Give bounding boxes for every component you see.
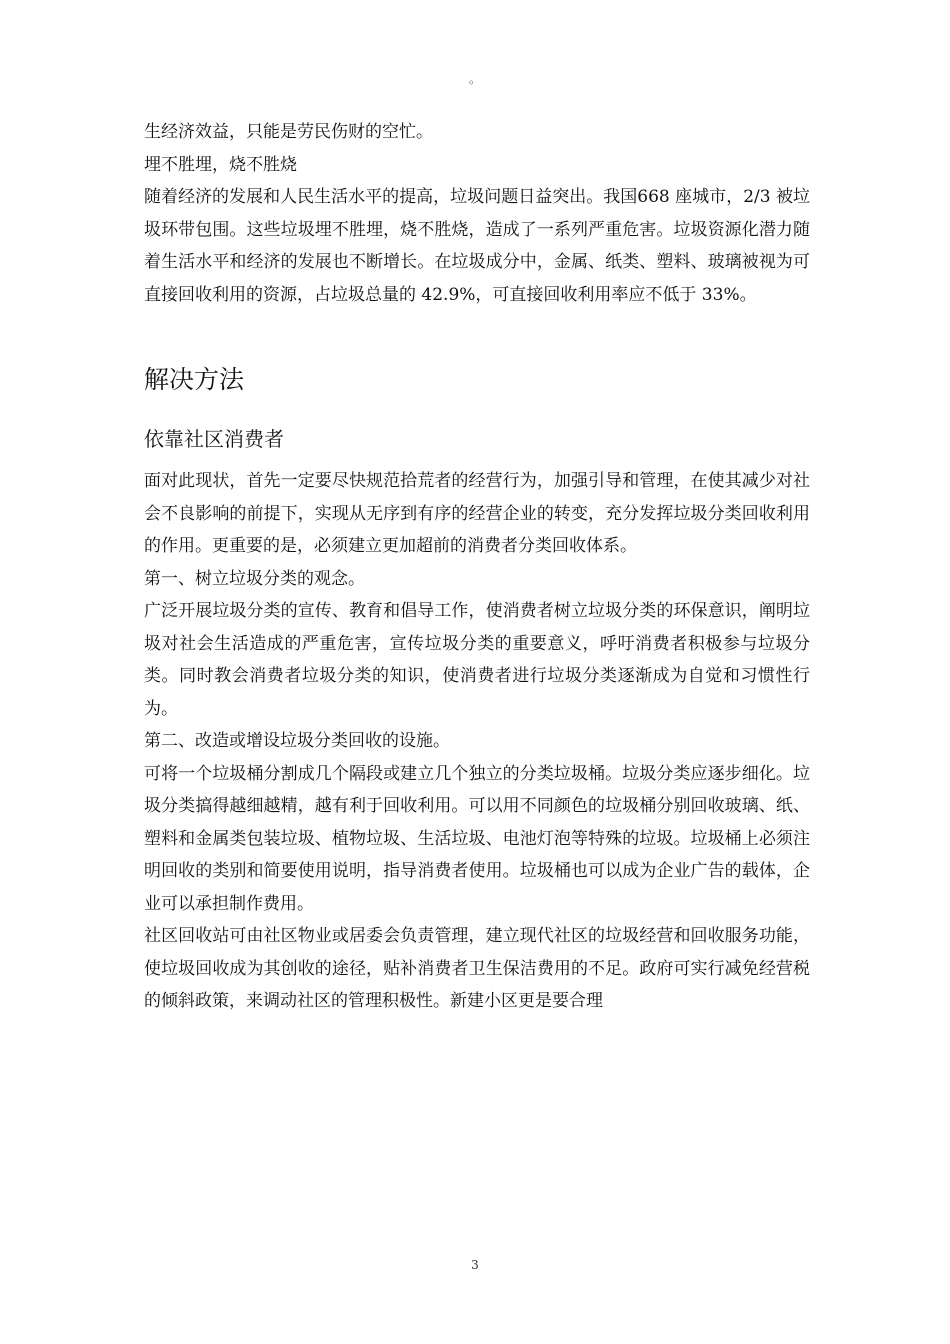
paragraph: 广泛开展垃圾分类的宣传、教育和倡导工作，使消费者树立垃圾分类的环保意识，阐明垃圾对社会生活造成的严重危害，宣传垃圾分类的重要意义，呼吁消费者积极参与垃圾分类。同时教会消费者垃圾分类的知识，使消费者进行垃圾分类逐渐成为自觉和习惯性行为。: [144, 601, 810, 719]
subsection-heading: 依靠社区消费者: [144, 427, 284, 451]
paragraph: 社区回收站可由社区物业或居委会负责管理，建立现代社区的垃圾经营和回收服务功能，使垃圾回收成为其创收的途径，贴补消费者卫生保洁费用的不足。政府可实行减免经营税的倾斜政策，来调动社区的管理积极性。新建小区更是要合理: [144, 926, 810, 1011]
header-mark: 。: [468, 72, 481, 86]
document-body: [144, 116, 810, 1018]
page-number: 3: [471, 1258, 479, 1272]
paragraph: 可将一个垃圾桶分割成几个隔段或建立几个独立的分类垃圾桶。垃圾分类应逐步细化。垃圾分类搞得越细越精，越有利于回收利用。可以用不同颜色的垃圾桶分别回收玻璃、纸、塑料和金属类包装垃圾、植物垃圾、生活垃圾、电池灯泡等特殊的垃圾。垃圾桶上必须注明回收的类别和简要使用说明，指导消费者使用。垃圾桶也可以成为企业广告的载体，企业可以承担制作费用。: [144, 763, 810, 914]
section-subheading-text: 埋不胜埋，烧不胜烧: [144, 154, 297, 175]
paragraph: 随着经济的发展和人民生活水平的提高，垃圾问题日益突出。我国668 座城市，2/3 被垃圾环带包围。这些垃圾埋不胜埋，烧不胜烧，造成了一系列严重危害。垃圾资源化潜力随着生活水平和经济的发展也不断增长。在垃圾成分中，金属、纸类、塑料、玻璃被视为可直接回收利用的资源，占垃圾总量的 42.9%，可直接回收利用率应不低于 33%。: [144, 187, 810, 305]
paragraph: 生经济效益，只能是劳民伤财的空忙。: [144, 122, 433, 142]
section-heading: 解决方法: [144, 365, 245, 394]
point-heading: 第二、改造或增设垃圾分类回收的设施。: [144, 731, 450, 751]
paragraph: 面对此现状，首先一定要尽快规范拾荒者的经营行为，加强引导和管理，在使其减少对社会不良影响的前提下，实现从无序到有序的经营企业的转变，充分发挥垃圾分类回收利用的作用。更重要的是，必须建立更加超前的消费者分类回收体系。: [144, 471, 810, 556]
point-heading: 第一、树立垃圾分类的观念。: [144, 568, 365, 589]
